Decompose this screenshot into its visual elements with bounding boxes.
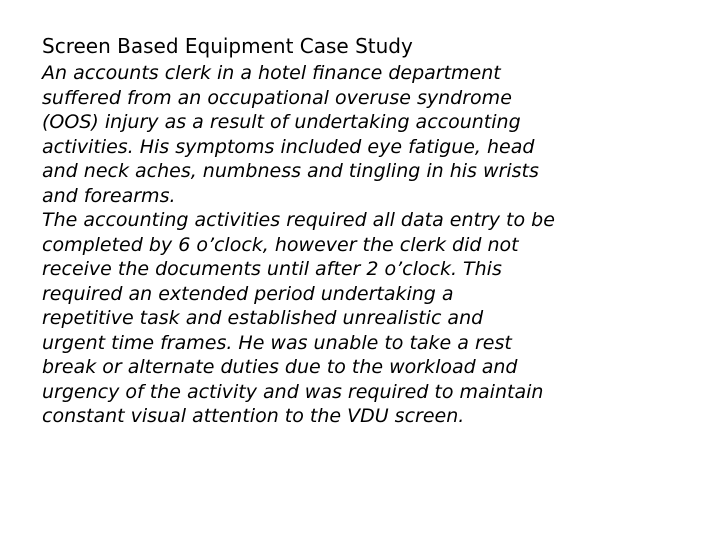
text-line: repetitive task and established unrealistic and xyxy=(42,307,484,329)
text-line: receive the documents until after 2 o’clock. This xyxy=(42,258,502,280)
text-line: and neck aches, numbness and tingling in his wrists xyxy=(42,160,539,182)
text-line: An accounts clerk in a hotel finance department xyxy=(42,62,501,84)
text-line: required an extended period undertaking a xyxy=(42,282,454,305)
text-line: urgency of the activity and was required to maintain xyxy=(42,380,544,403)
paragraph-circumstances xyxy=(42,208,702,429)
text-line: The accounting activities required all data entry to be xyxy=(42,209,555,231)
text-line: suffered from an occupational overuse syndrome xyxy=(42,86,512,109)
text-line: constant visual attention to the VDU screen. xyxy=(42,405,465,427)
text-line: break or alternate duties due to the workload and xyxy=(42,356,518,378)
text-line: activities. His symptoms included eye fatigue, head xyxy=(42,135,535,158)
slide-body xyxy=(42,61,702,429)
text-line: completed by 6 o’clock, however the clerk did not xyxy=(42,233,519,256)
text-line: and forearms. xyxy=(42,184,176,207)
text-line: (OOS) injury as a result of undertaking accounting xyxy=(42,111,521,133)
slide-title: Screen Based Equipment Case Study xyxy=(42,34,413,58)
text-line: urgent time frames. He was unable to take a rest xyxy=(42,331,512,354)
paragraph-incident xyxy=(42,61,702,208)
